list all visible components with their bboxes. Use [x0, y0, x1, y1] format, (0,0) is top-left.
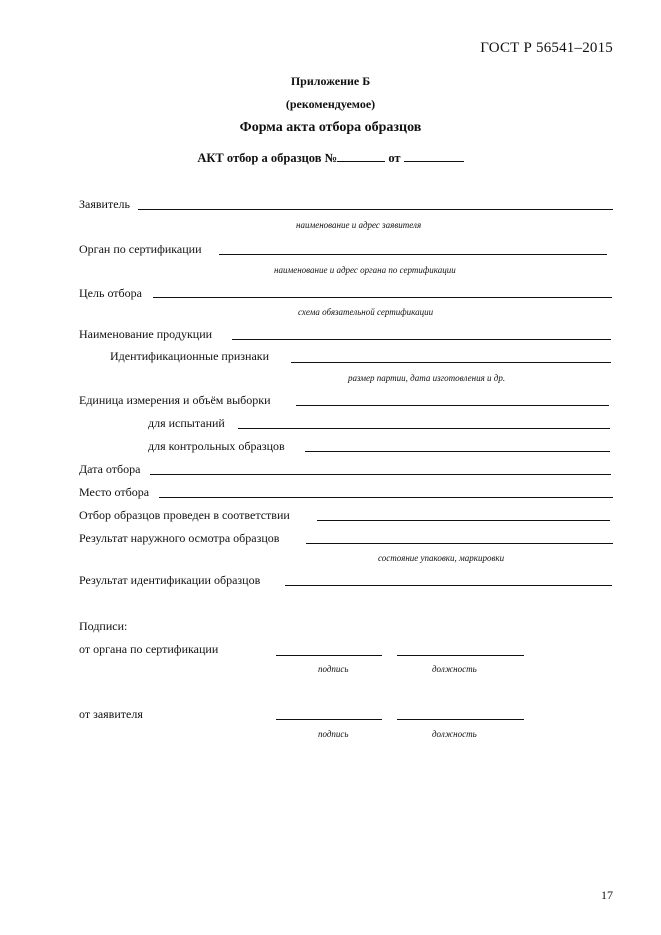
purpose-line — [153, 297, 612, 298]
form-title: Форма акта отбора образцов — [239, 120, 422, 135]
identification-label: Результат идентификации образцов — [79, 573, 261, 587]
page-number: 17 — [601, 888, 613, 902]
date-label: Дата отбора — [79, 462, 141, 476]
cert-body-line — [219, 254, 607, 255]
purpose-hint: схема обязательной сертификации — [298, 307, 434, 317]
ident-features-label: Идентификационные признаки — [110, 349, 270, 363]
inspection-label: Результат наружного осмотра образцов — [79, 531, 280, 545]
sign-applicant-signature-line — [276, 719, 382, 720]
sign-body-signature-hint: подпись — [318, 664, 349, 674]
conducted-label: Отбор образцов проведен в соответствии — [79, 508, 290, 522]
unit-volume-label: Единица измерения и объём выборки — [79, 393, 271, 407]
identification-line — [285, 585, 612, 586]
cert-body-hint: наименование и адрес органа по сертификации — [274, 265, 456, 275]
conducted-line — [317, 520, 610, 521]
act-prefix: АКТ отбор а образцов № — [197, 151, 338, 165]
for-control-label: для контрольных образцов — [148, 439, 285, 453]
act-title — [0, 150, 661, 166]
place-line — [159, 497, 613, 498]
appendix-status: (рекомендуемое) — [285, 97, 376, 111]
sign-applicant-signature-hint: подпись — [318, 729, 349, 739]
act-number-blank — [337, 150, 385, 162]
product-label: Наименование продукции — [79, 327, 213, 341]
sign-applicant-position-line — [397, 719, 524, 720]
product-line — [232, 339, 611, 340]
sign-body-signature-line — [276, 655, 382, 656]
place-label: Место отбора — [79, 485, 150, 499]
for-tests-line — [238, 428, 610, 429]
cert-body-label: Орган по сертификации — [79, 242, 202, 256]
act-date-blank — [404, 150, 464, 162]
appendix-title: Приложение Б — [290, 74, 371, 88]
ident-features-line — [291, 362, 611, 363]
signatures-heading: Подписи: — [79, 619, 128, 633]
sign-applicant-label: от заявителя — [79, 707, 143, 721]
standard-number: ГОСТ Р 56541–2015 — [480, 40, 613, 56]
applicant-hint: наименование и адрес заявителя — [296, 220, 422, 230]
sign-body-position-line — [397, 655, 524, 656]
applicant-label: Заявитель — [79, 197, 130, 211]
date-line — [150, 474, 611, 475]
applicant-line — [138, 209, 613, 210]
sign-body-position-hint: должность — [432, 664, 477, 674]
act-from: от — [388, 151, 401, 165]
ident-features-hint: размер партии, дата изготовления и др. — [348, 373, 506, 383]
unit-volume-line — [296, 405, 609, 406]
inspection-line — [306, 543, 613, 544]
purpose-label: Цель отбора — [79, 286, 142, 300]
for-control-line — [305, 451, 610, 452]
sign-body-label: от органа по сертификации — [79, 642, 219, 656]
for-tests-label: для испытаний — [148, 416, 225, 430]
sign-applicant-position-hint: должность — [432, 729, 477, 739]
inspection-hint: состояние упаковки, маркировки — [378, 553, 505, 563]
